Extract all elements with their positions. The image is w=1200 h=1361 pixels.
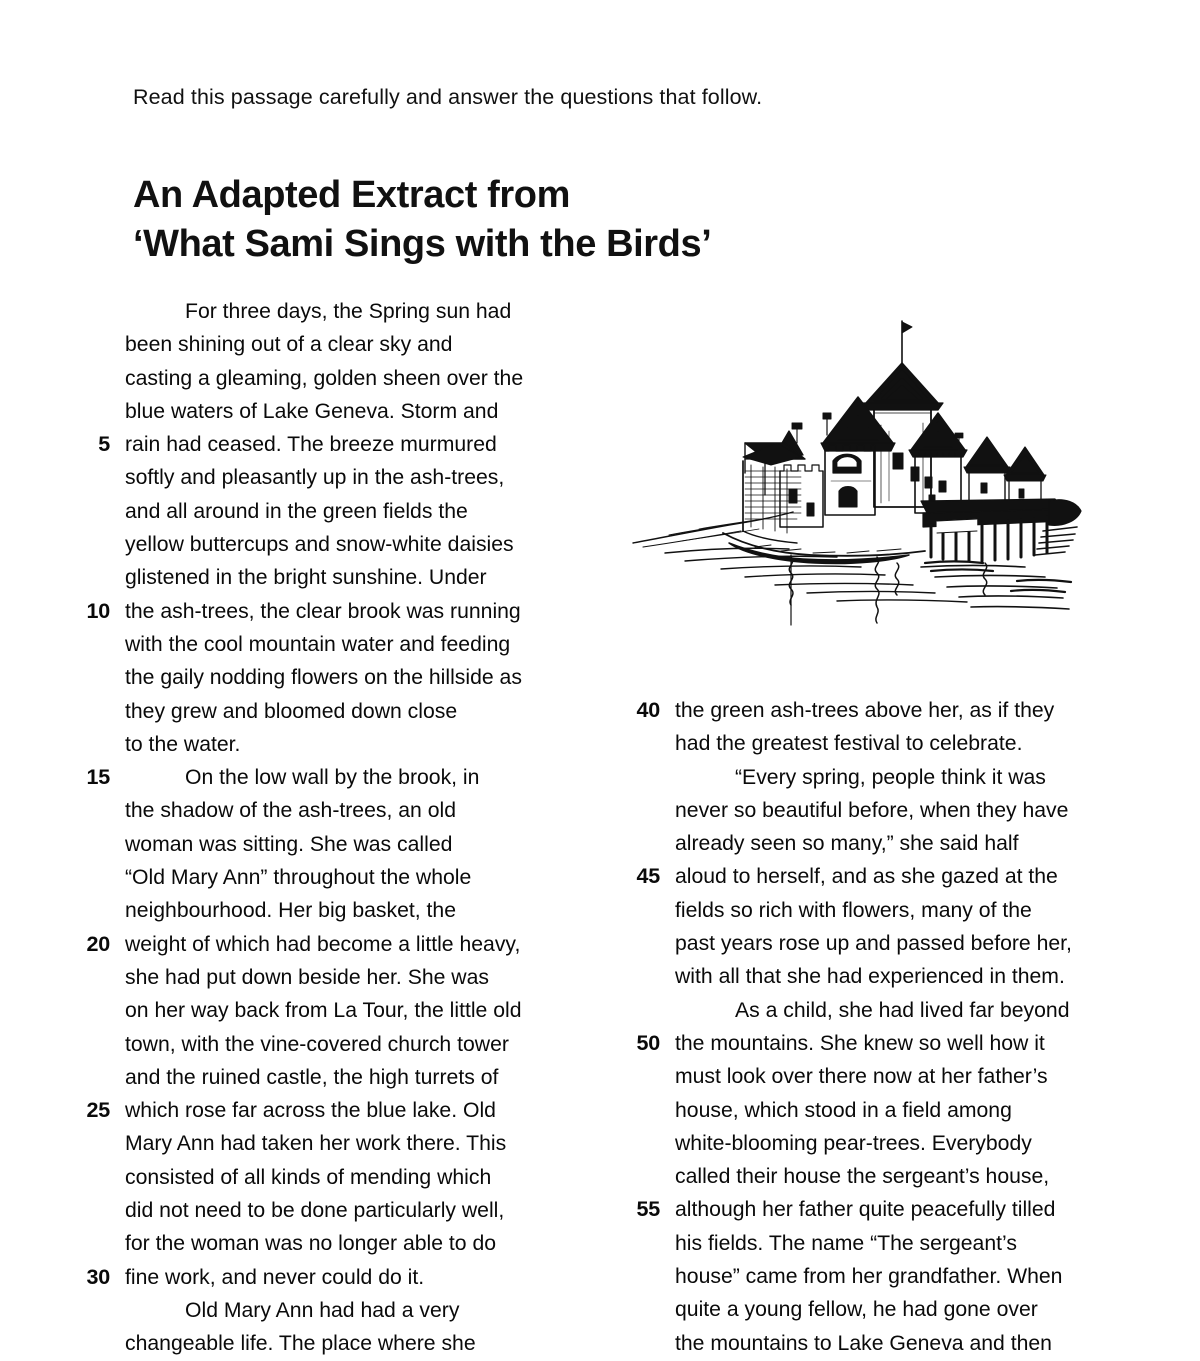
passage-line: [620, 1060, 1090, 1093]
passage-line: [70, 661, 570, 694]
page-title-line-2: ‘What Sami Sings with the Birds’: [133, 223, 712, 266]
passage-line-text: consisted of all kinds of mending which: [125, 1165, 492, 1189]
passage-line: [70, 695, 570, 728]
passage-line-text: and all around in the green fields the: [125, 499, 468, 523]
passage-line-text: the green ash-trees above her, as if they: [675, 699, 1055, 722]
line-number: 15: [86, 765, 110, 790]
passage-line: [620, 727, 1090, 760]
passage-line: [70, 395, 570, 428]
passage-line-text: For three days, the Spring sun had: [185, 300, 512, 323]
passage-line: [620, 894, 1090, 927]
passage-line: [620, 1127, 1090, 1160]
passage-line-text: “Old Mary Ann” throughout the whole: [125, 866, 472, 890]
passage-line: [70, 461, 570, 494]
passage-line: [620, 960, 1090, 993]
passage-line: [70, 728, 570, 761]
passage-line-text: softly and pleasantly up in the ash-trees,: [125, 466, 505, 490]
passage-column-right: [620, 694, 1090, 1360]
passage-line-text: rain had ceased. The breeze murmured: [125, 433, 497, 457]
passage-line-text: on her way back from La Tour, the little old: [125, 999, 522, 1023]
passage-line-text: must look over there now at her father’s: [675, 1065, 1048, 1089]
passage-line: [70, 1161, 570, 1194]
passage-line: [70, 1227, 570, 1260]
line-number: 20: [86, 931, 110, 956]
passage-line: [620, 1327, 1090, 1360]
line-number: 30: [86, 1264, 110, 1289]
passage-line: [70, 1261, 570, 1294]
passage-line: [70, 362, 570, 395]
passage-line: [70, 1127, 570, 1160]
passage-line-text: casting a gleaming, golden sheen over the: [125, 366, 524, 390]
passage-line: [620, 1027, 1090, 1060]
line-number: 25: [86, 1098, 110, 1123]
passage-line: [70, 761, 570, 794]
passage-line: [620, 994, 1090, 1027]
passage-line: [620, 694, 1090, 727]
passage-line-text: never so beautiful before, when they have: [675, 798, 1069, 822]
passage-line-text: Old Mary Ann had had a very: [185, 1298, 460, 1322]
passage-line: [70, 595, 570, 628]
passage-line-text: As a child, she had lived far beyond: [735, 998, 1070, 1022]
passage-line-text: aloud to herself, and as she gazed at the: [675, 865, 1058, 889]
passage-line: [70, 328, 570, 361]
passage-line: [620, 927, 1090, 960]
passage-line-text: the mountains. She knew so well how it: [675, 1031, 1045, 1055]
passage-line: [620, 761, 1090, 794]
passage-line-text: already seen so many,” she said half: [675, 832, 1019, 856]
passage-line-text: glistened in the bright sunshine. Under: [125, 566, 487, 590]
passage-line-text: white-blooming pear-trees. Everybody: [675, 1131, 1032, 1155]
passage-line-text: fine work, and never could do it.: [125, 1265, 425, 1289]
passage-line-text: fields so rich with flowers, many of the: [675, 898, 1032, 922]
passage-line: [620, 827, 1090, 860]
line-number: 55: [636, 1197, 660, 1222]
passage-line: [620, 1293, 1090, 1326]
passage-line-text: to the water.: [125, 732, 241, 756]
page-title-line-1: An Adapted Extract from: [133, 174, 571, 217]
passage-line: [70, 894, 570, 927]
passage-line-text: woman was sitting. She was called: [125, 832, 453, 856]
passage-line-text: she had put down beside her. She was: [125, 965, 489, 989]
passage-line: [70, 861, 570, 894]
passage-line-text: they grew and bloomed down close: [125, 699, 458, 723]
passage-line: [70, 295, 570, 328]
passage-line-text: quite a young fellow, he had gone over: [675, 1298, 1038, 1322]
passage-line: [70, 794, 570, 827]
passage-line: [70, 495, 570, 528]
passage-line: [70, 561, 570, 594]
passage-line-text: “Every spring, people think it was: [735, 765, 1046, 789]
passage-line: [70, 994, 570, 1027]
passage-line: [620, 794, 1090, 827]
passage-line: [70, 1294, 570, 1327]
line-number: 10: [86, 598, 110, 623]
passage-line-text: which rose far across the blue lake. Old: [125, 1099, 496, 1123]
line-number: 5: [98, 432, 110, 457]
passage-line-text: past years rose up and passed before her,: [675, 932, 1072, 956]
passage-line: [70, 1094, 570, 1127]
instruction-text: Read this passage carefully and answer the questions that follow.: [133, 85, 763, 109]
passage-line-text: for the woman was no longer able to do: [125, 1232, 497, 1256]
passage-line-text: neighbourhood. Her big basket, the: [125, 899, 456, 923]
passage-line: [70, 1061, 570, 1094]
passage-line-text: town, with the vine-covered church tower: [125, 1032, 509, 1056]
passage-line-text: weight of which had become a little heavy,: [125, 932, 521, 956]
line-number: 45: [636, 864, 660, 889]
passage-line-text: with the cool mountain water and feeding: [125, 632, 511, 656]
passage-line: [70, 1327, 570, 1360]
passage-line-text: did not need to be done particularly well,: [125, 1199, 505, 1223]
passage-line: [70, 828, 570, 861]
passage-line-text: Mary Ann had taken her work there. This: [125, 1132, 507, 1156]
passage-line-text: blue waters of Lake Geneva. Storm and: [125, 399, 499, 423]
passage-line: [70, 1028, 570, 1061]
passage-line-text: called their house the sergeant’s house,: [675, 1165, 1050, 1189]
passage-line-text: the mountains to Lake Geneva and then: [675, 1331, 1052, 1355]
passage-line-text: although her father quite peacefully tilled: [675, 1198, 1056, 1222]
passage-line: [70, 928, 570, 961]
passage-line-text: house” came from her grandfather. When: [675, 1265, 1063, 1289]
passage-line: [620, 1260, 1090, 1293]
passage-line-text: the ash-trees, the clear brook was running: [125, 599, 521, 623]
passage-line: [620, 1160, 1090, 1193]
line-number: 50: [636, 1030, 660, 1055]
passage-line: [620, 860, 1090, 893]
passage-line-text: yellow buttercups and snow-white daisies: [125, 533, 514, 557]
passage-line-text: the gaily nodding flowers on the hillside as: [125, 666, 522, 690]
passage-line: [70, 528, 570, 561]
line-number: 40: [636, 698, 660, 722]
passage-line-text: changeable life. The place where she: [125, 1332, 476, 1356]
passage-line: [70, 428, 570, 461]
passage-line-text: and the ruined castle, the high turrets of: [125, 1065, 499, 1089]
passage-line-text: been shining out of a clear sky and: [125, 333, 453, 357]
passage-line: [620, 1227, 1090, 1260]
passage-line: [620, 1094, 1090, 1127]
passage-line: [70, 1194, 570, 1227]
passage-line-text: had the greatest festival to celebrate.: [675, 732, 1023, 756]
passage-line-text: his fields. The name “The sergeant’s: [675, 1231, 1017, 1255]
passage-line-text: house, which stood in a field among: [675, 1098, 1012, 1122]
passage-column-left: [70, 295, 570, 1361]
passage-line: [70, 961, 570, 994]
passage-line-text: the shadow of the ash-trees, an old: [125, 799, 456, 823]
passage-line: [620, 1193, 1090, 1226]
passage-line-text: with all that she had experienced in them.: [675, 965, 1065, 989]
passage-line-text: On the low wall by the brook, in: [185, 766, 480, 790]
passage-line: [70, 628, 570, 661]
